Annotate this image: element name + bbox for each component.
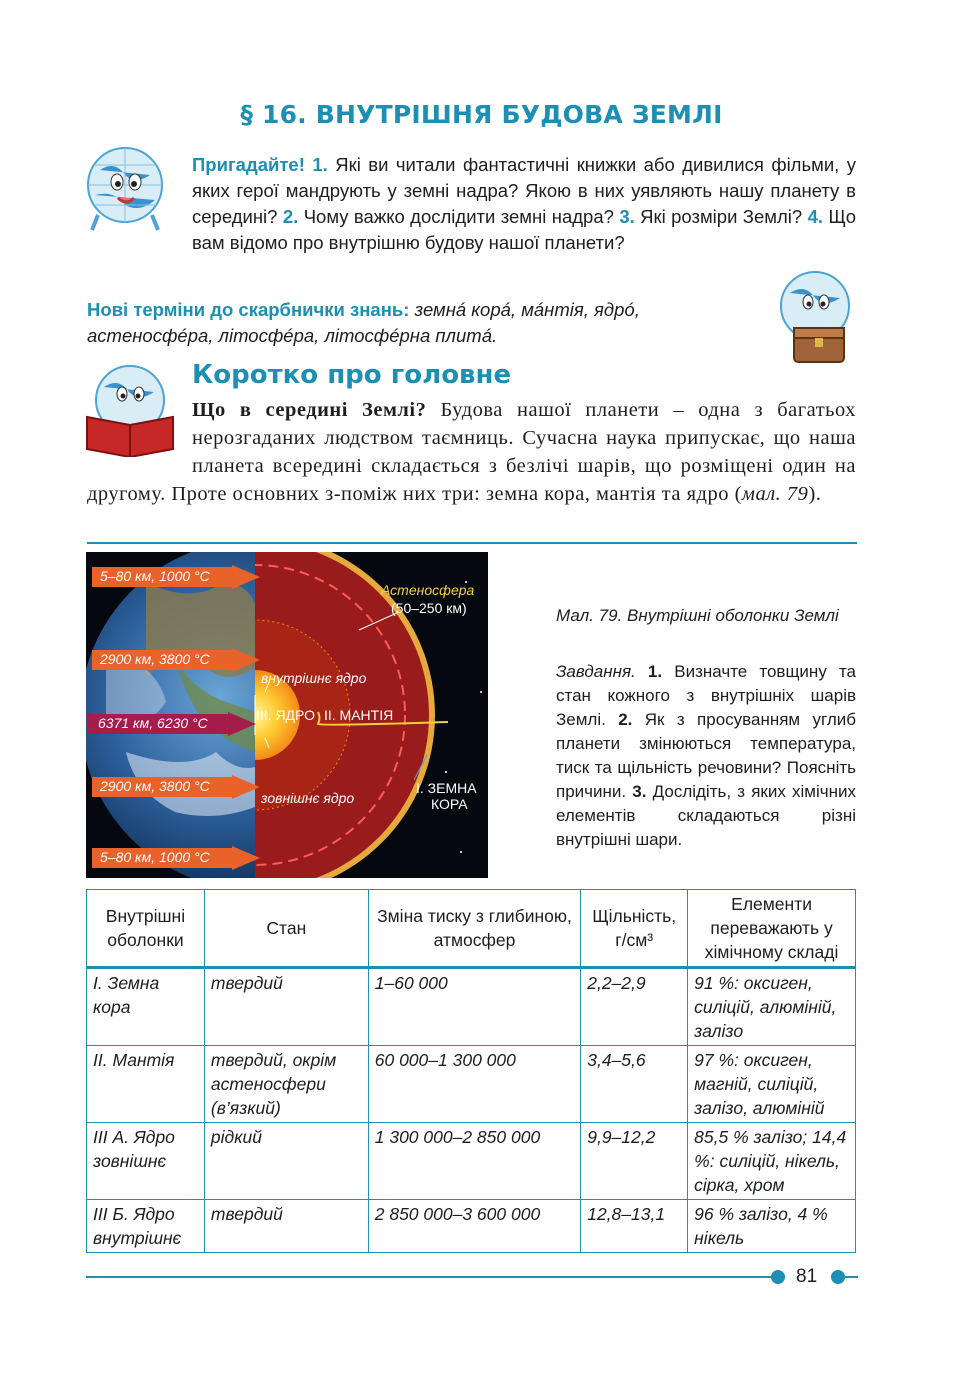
outer-core-label: зовнішнє ядро [261, 790, 355, 806]
footer-dot-left-icon [768, 1268, 788, 1286]
depth-arrow-2 [92, 648, 262, 677]
recall-lead: Пригадайте! [192, 154, 305, 175]
q4-number: 4. [807, 206, 824, 227]
table-cell: 2,2–2,9 [581, 968, 688, 1046]
section-tail: ). [808, 483, 822, 505]
section-heading: Коротко про головне [192, 360, 512, 390]
q1-number: 1. [312, 154, 328, 175]
table-row [87, 1123, 856, 1200]
table-cell: ІІІ А. Ядро зовнішнє [87, 1123, 205, 1200]
table-cell: твердий, окрім астеносфери (в’язкий) [204, 1046, 368, 1123]
table-cell: 12,8–13,1 [581, 1200, 688, 1253]
task1-text: Визначте товщину та стан кожного з внутрішніх шарів Землі. [556, 662, 856, 729]
crust-label-1: І. ЗЕМНА [416, 780, 477, 796]
earth-structure-figure [86, 552, 488, 878]
table-header-row [87, 890, 856, 968]
depth-arrow-5 [92, 846, 262, 875]
table-cell: 9,9–12,2 [581, 1123, 688, 1200]
q3-number: 3. [619, 206, 635, 227]
task-lead: Завдання. [556, 662, 636, 681]
arrow-label-5: 5–80 км, 1000 °С [100, 849, 210, 865]
arrow-label-4: 2900 км, 3800 °С [100, 778, 210, 794]
table-cell: 1–60 000 [368, 968, 580, 1046]
table-cell: ІІІ Б. Ядро внутрішнє [87, 1200, 205, 1253]
table-cell: І. Земна кора [87, 968, 205, 1046]
table-cell: 2 850 000–3 600 000 [368, 1200, 580, 1253]
asthenosphere-label: Астеносфера [381, 582, 475, 598]
inner-layers-table [86, 889, 856, 1253]
section-divider [87, 542, 857, 544]
table-cell: рідкий [204, 1123, 368, 1200]
core-label: ІІІ. ЯДРО [256, 707, 315, 723]
section-bold-lead: Що в середині Землі? [192, 399, 427, 421]
table-cell: 96 % залізо, 4 % нікель [688, 1200, 856, 1253]
table-header: Внутрішні оболонки [87, 890, 205, 968]
task1-number: 1. [647, 662, 663, 681]
arrow-label-2: 2900 км, 3800 °С [100, 651, 210, 667]
q2-text: Чому важко дослідити земні надра? [303, 206, 614, 227]
task2-text: Як з просуванням углиб планети змінюються температура, тиск та щільність речовини? Поясніть причини. [556, 710, 856, 801]
table-cell: 91 %: оксиген, силіцій, алюміній, залізо [688, 968, 856, 1046]
task2-number: 2. [618, 710, 633, 729]
table-cell: 1 300 000–2 850 000 [368, 1123, 580, 1200]
table-cell: твердий [204, 1200, 368, 1253]
asthenosphere-range-label: (50–250 км) [391, 600, 467, 616]
q1-text: Які ви читали фантастичні книжки або дивилися фільми, у яких герої мандрують у земні надра? Якою в них уявляють нашу планету в середині? [192, 154, 857, 227]
q3-text: Які розміри Землі? [640, 206, 803, 227]
crust-label-2: КОРА [431, 796, 468, 812]
table-header: Щільність, г/см³ [581, 890, 688, 968]
table-cell: 85,5 % залізо; 14,4 %: силіцій, нікель, сірка, хром [688, 1123, 856, 1200]
depth-arrow-3 [88, 712, 258, 741]
table-header: Зміна тиску з глибиною, атмосфер [368, 890, 580, 968]
globe-mascot-icon [80, 140, 170, 240]
page-title: § 16. ВНУТРІШНЯ БУДОВА ЗЕМЛІ [240, 100, 723, 129]
arrow-label-3: 6371 км, 6230 °С [98, 715, 208, 731]
section-text-indented [87, 396, 856, 508]
table-cell: твердий [204, 968, 368, 1046]
inner-core-label: внутрішнє ядро [261, 670, 367, 686]
task3-number: 3. [632, 782, 647, 801]
table-header: Стан [204, 890, 368, 968]
footer-rule [86, 1276, 772, 1278]
table-cell: 60 000–1 300 000 [368, 1046, 580, 1123]
table-row [87, 1200, 856, 1253]
table-row [87, 1046, 856, 1123]
section-body: Будова нашої планети – одна з багатьох нерозгаданих людством таємниць. Сучасна наука припускає, що наша планета всередині складається з безлічі шарів, що розміщені один на другому. Проте основних з-поміж них три: земна кора, мантія та ядро ( [87, 399, 857, 505]
table-cell: 3,4–5,6 [581, 1046, 688, 1123]
new-terms [87, 297, 757, 349]
table-header: Елементи переважають у хімічному складі [688, 890, 856, 968]
table-cell: 97 %: оксиген, магній, силіцій, залізо, алюміній [688, 1046, 856, 1123]
figure-caption: Мал. 79. Внутрішні оболонки Землі [556, 606, 839, 625]
arrow-label-1: 5–80 км, 1000 °С [100, 568, 210, 584]
terms-list: земнá корá, мáнтія, ядрó, астеносфéра, літосфéра, літосфéрна плитá. [87, 299, 640, 346]
terms-lead: Нові терміни до скарбнички знань: [87, 299, 410, 320]
page-number: 81 [796, 1266, 818, 1287]
depth-arrow-4 [92, 775, 262, 804]
float-spacer [87, 396, 192, 480]
figure-tasks [556, 660, 856, 852]
q4-text: Що вам відомо про внутрішню будову нашої планети? [192, 206, 857, 253]
task3-text: Дослідіть, з яких хімічних елементів складаються різні внутрішні шари. [556, 782, 856, 849]
mantle-label: ІІ. МАНТІЯ [324, 707, 394, 723]
figure-reference: мал. 79 [741, 483, 809, 505]
footer-dot-right-icon [828, 1268, 860, 1286]
q2-number: 2. [282, 206, 299, 227]
depth-arrow-1 [92, 565, 262, 594]
table-row [87, 968, 856, 1046]
table-cell: ІІ. Мантія [87, 1046, 205, 1123]
globe-treasure-chest-icon [768, 268, 863, 368]
recall-paragraph [192, 152, 856, 256]
